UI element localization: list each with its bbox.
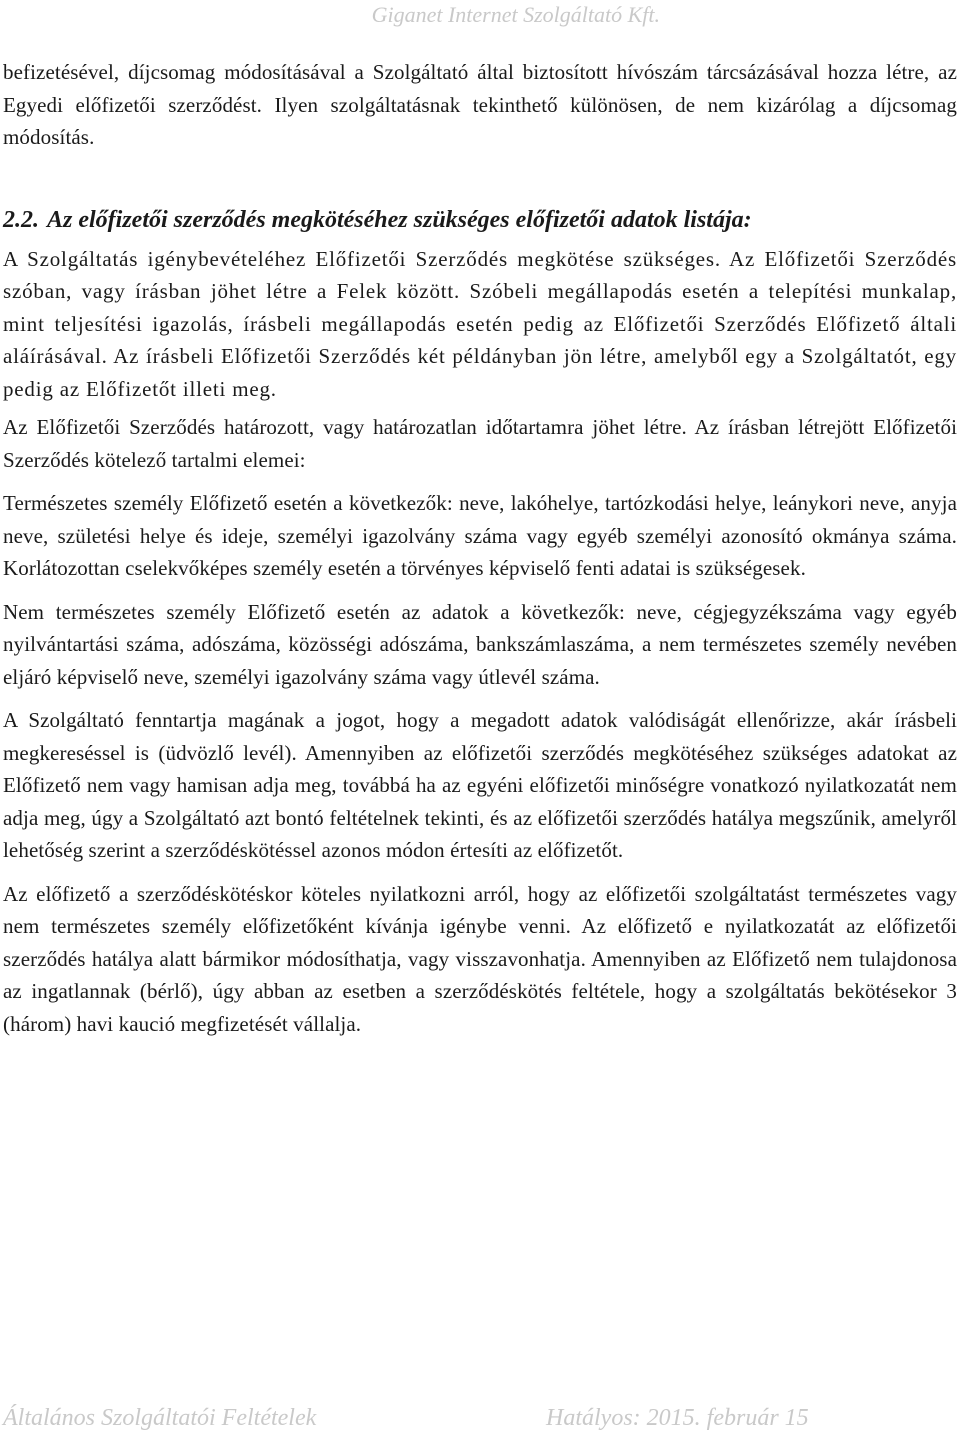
section-title: Az előfizetői szerződés megkötéséhez szükséges előfizetői adatok listája:: [47, 206, 752, 233]
section-number: 2.2.: [3, 206, 39, 233]
document-body: [3, 56, 957, 1040]
section-heading: [3, 204, 957, 237]
paragraph-contract-conclusion: A Szolgáltatás igénybevételéhez Előfizetői Szerződés megkötése szükséges. Az Előfizetői Szerződés szóban, vagy írásban jöhet létre a Felek között. Szóbeli megállapodás esetén a telepítési munkalap, mint teljesítési igazolás, írásbeli megállapodás esetén pedig az Előfizetői Szerződés Előfizető általi aláírásával. Az írásbeli Előfizetői Szerződés két példányban jön létre, amelyből egy a Szolgáltatót, egy pedig az Előfizetőt illeti meg.: [3, 246, 957, 401]
paragraph-legal-person: Nem természetes személy Előfizető esetén az adatok a következők: neve, cégjegyzékszáma vagy egyéb nyilvántartási száma, adószáma, közösségi adószáma, bankszámlaszáma, a nem természetes személy nevében eljáró képviselő neve, személyi igazolvány száma vagy útlevél száma.: [3, 599, 957, 689]
paragraph-subscriber-declaration: Az előfizető a szerződéskötéskor köteles nyilatkozni arról, hogy az előfizetői szolgáltatást természetes vagy nem természetes személy előfizetőként kívánja igénybe venni. Az előfizető e nyilatkozatát az előfizetői szerződés hatálya alatt bármikor módosíthatja, vagy visszavonhatja. Amennyiben az Előfizető nem tulajdonosa az ingatlannak (bérlő), úgy abban az esetben a szerződéskötés feltétele, hogy a szolgáltatás bekötésekor 3 (három) havi kaució megfizetését vállalja.: [3, 881, 957, 1036]
paragraph-natural-person: Természetes személy Előfizető esetén a következők: neve, lakóhelye, tartózkodási helye, leánykori neve, anyja neve, születési helye és ideje, személyi igazolvány száma vagy egyéb személyi azonosító okmánya száma. Korlátozottan cselekvőképes személy esetén a törvényes képviselő fenti adatai is szükségesek.: [3, 491, 957, 580]
intro-paragraph: befizetésével, díjcsomag módosításával a Szolgáltató által biztosított hívószám tárcsázásával hozza létre, az Egyedi előfizetői szerződést. Ilyen szolgáltatásnak tekinthető különösen, de nem kizárólag a díjcsomag módosítás.: [3, 60, 957, 149]
footer-document-title: Általános Szolgáltatói Feltételek: [3, 1405, 317, 1431]
paragraph-contract-duration: Az Előfizetői Szerződés határozott, vagy határozatlan időtartamra jöhet létre. Az írásban létrejött Előfizetői Szerződés kötelező tartalmi elemei:: [3, 415, 957, 472]
paragraph-data-verification: A Szolgáltató fenntartja magának a jogot, hogy a megadott adatok valódiságát ellenőrizze, akár írásbeli megkereséssel is (üdvözlő levél). Amennyiben az előfizetői szerződés megkötéséhez szükséges adatokat az Előfizető nem vagy hamisan adja meg, továbbá ha az egyéni előfizetői minőségre vonatkozó nyilatkozatát nem adja meg, úgy a Szolgáltató azt bontó feltételnek tekinti, és az előfizetői szerződés hatálya megszűnik, amelyről lehetőség szerint a szerződéskötéssel azonos módon értesíti az előfizetőt.: [3, 708, 957, 862]
footer-effective-date: Hatályos: 2015. február 15: [546, 1405, 809, 1431]
page-header-company: Giganet Internet Szolgáltató Kft.: [371, 2, 660, 27]
